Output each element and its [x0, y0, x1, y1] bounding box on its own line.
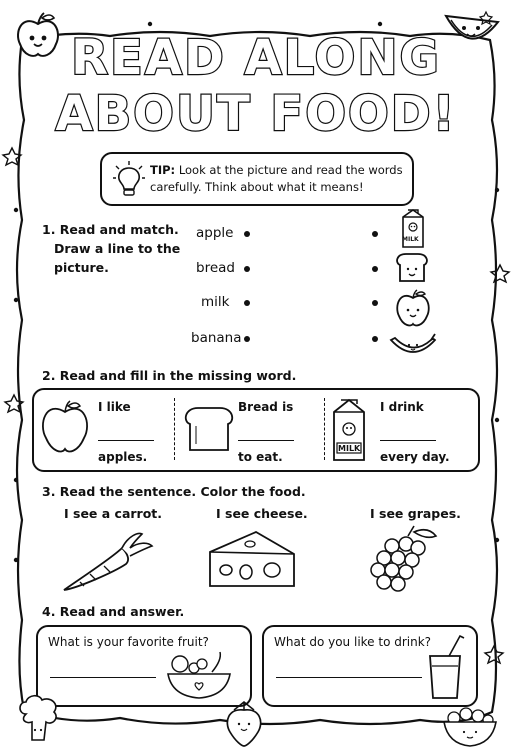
section-2-heading: 2. Read and fill in the missing word. — [42, 368, 297, 383]
fill-2-top-text: Bread is — [238, 400, 294, 414]
tip-text — [150, 162, 408, 196]
match-dot-right-3[interactable] — [372, 300, 378, 306]
tip-label: TIP: — [150, 163, 176, 177]
section-1-heading-line-1: 1. Read and match. — [42, 222, 179, 237]
carrot-icon[interactable] — [58, 528, 158, 594]
tip-box — [100, 152, 414, 206]
cheese-icon[interactable] — [206, 528, 298, 590]
fill-1-bottom-text: apples. — [98, 450, 148, 464]
lightbulb-icon — [112, 160, 146, 198]
match-dot-left-4[interactable] — [244, 336, 250, 342]
match-dot-right-2[interactable] — [372, 266, 378, 272]
banana-icon — [387, 330, 439, 362]
fill-3-top-text: I drink — [380, 400, 424, 414]
answer-line-fruit[interactable] — [50, 677, 156, 678]
bread-slice-icon — [394, 251, 430, 285]
grapes-icon[interactable] — [362, 524, 442, 594]
sentence-grapes: I see grapes. — [370, 506, 461, 521]
tip-body: Look at the picture and read the words carefully. Think about what it means! — [150, 163, 403, 194]
divider-1 — [174, 398, 175, 460]
broccoli-icon — [16, 694, 62, 744]
title-line-1: READ ALONG — [71, 30, 441, 86]
fill-2-blank[interactable] — [238, 440, 294, 441]
fill-in-box — [32, 388, 480, 472]
divider-2 — [324, 398, 325, 460]
fill-2-bottom-text: to eat. — [238, 450, 283, 464]
section-1-heading-line-2: Draw a line to the — [54, 241, 181, 256]
bread-outline-icon — [182, 404, 236, 454]
match-dot-right-4[interactable] — [372, 336, 378, 342]
match-dot-left-1[interactable] — [244, 231, 250, 237]
answer-line-drink[interactable] — [276, 677, 422, 678]
question-favorite-drink: What do you like to drink? — [274, 635, 432, 649]
apple-outline-icon — [40, 398, 90, 456]
match-word-apple: apple — [196, 225, 234, 241]
fruit-bowl-icon — [164, 650, 234, 704]
apple-face-icon — [394, 288, 432, 328]
milk-carton-large-label: MILK — [338, 444, 361, 453]
fill-3-bottom-text: every day. — [380, 450, 450, 464]
milk-carton-label: MILK — [402, 236, 419, 243]
fill-1-top-text: I like — [98, 400, 131, 414]
strawberry-icon — [222, 698, 266, 748]
match-word-milk: milk — [201, 294, 230, 310]
section-4-heading: 4. Read and answer. — [42, 604, 185, 619]
title-line-2: ABOUT FOOD! — [55, 86, 457, 142]
juice-glass-icon — [424, 634, 468, 702]
sentence-cheese: I see cheese. — [216, 506, 308, 521]
question-favorite-fruit: What is your favorite fruit? — [48, 635, 209, 649]
match-dot-right-1[interactable] — [372, 231, 378, 237]
fill-3-blank[interactable] — [380, 440, 436, 441]
salad-bowl-icon — [440, 704, 500, 748]
fill-1-blank[interactable] — [98, 440, 154, 441]
section-1-heading-line-3: picture. — [54, 260, 109, 275]
match-dot-left-2[interactable] — [244, 266, 250, 272]
match-dot-left-3[interactable] — [244, 300, 250, 306]
match-word-banana: banana — [191, 330, 242, 346]
sentence-carrot: I see a carrot. — [64, 506, 163, 521]
match-word-bread: bread — [196, 260, 235, 276]
section-3-heading: 3. Read the sentence. Color the food. — [42, 484, 306, 499]
